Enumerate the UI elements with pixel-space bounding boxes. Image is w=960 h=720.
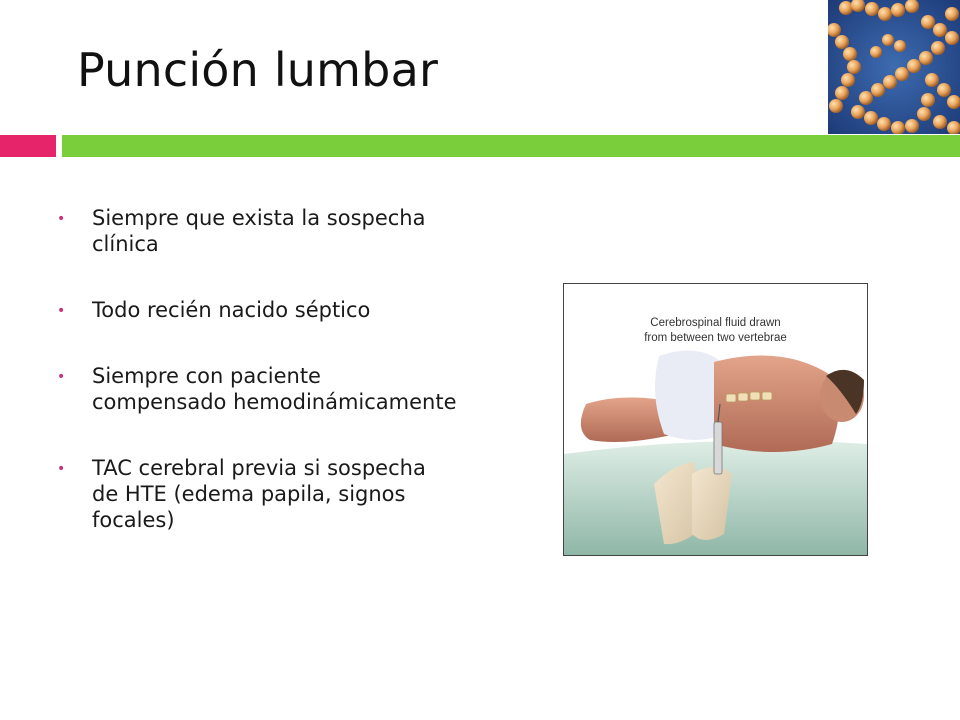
bullet-text-line: Todo recién nacido séptico [92,298,371,322]
bullet-item [55,455,535,533]
bullet-item [55,205,535,257]
bacteria-micrograph-icon [828,0,960,134]
bullet-item [55,297,535,323]
lumbar-puncture-icon [564,284,867,555]
bullet-dot-icon: • [57,369,66,385]
bullet-dot-icon: • [57,211,66,227]
accent-bar-green [62,135,960,157]
bullet-text-line: TAC cerebral previa si sospecha [92,456,426,480]
bullet-text-line: de HTE (edema papila, signos [92,482,406,506]
bullet-list [55,205,535,573]
lumbar-puncture-illustration [563,283,868,556]
bacteria-micrograph-image [828,0,960,134]
bullet-item [55,363,535,415]
bullet-text-line: Siempre con paciente [92,364,321,388]
bullet-text-line: Siempre que exista la sospecha [92,206,426,230]
bullet-dot-icon: • [57,303,66,319]
accent-bar-pink [0,135,56,157]
bullet-dot-icon: • [57,461,66,477]
bullet-text-line: focales) [92,508,175,532]
bullet-text-line: clínica [92,232,159,256]
caption-line: from between two vertebrae [644,332,787,344]
slide-title: Punción lumbar [77,43,439,97]
bullet-text-line: compensado hemodinámicamente [92,390,457,414]
caption-line: Cerebrospinal fluid drawn [650,317,781,329]
